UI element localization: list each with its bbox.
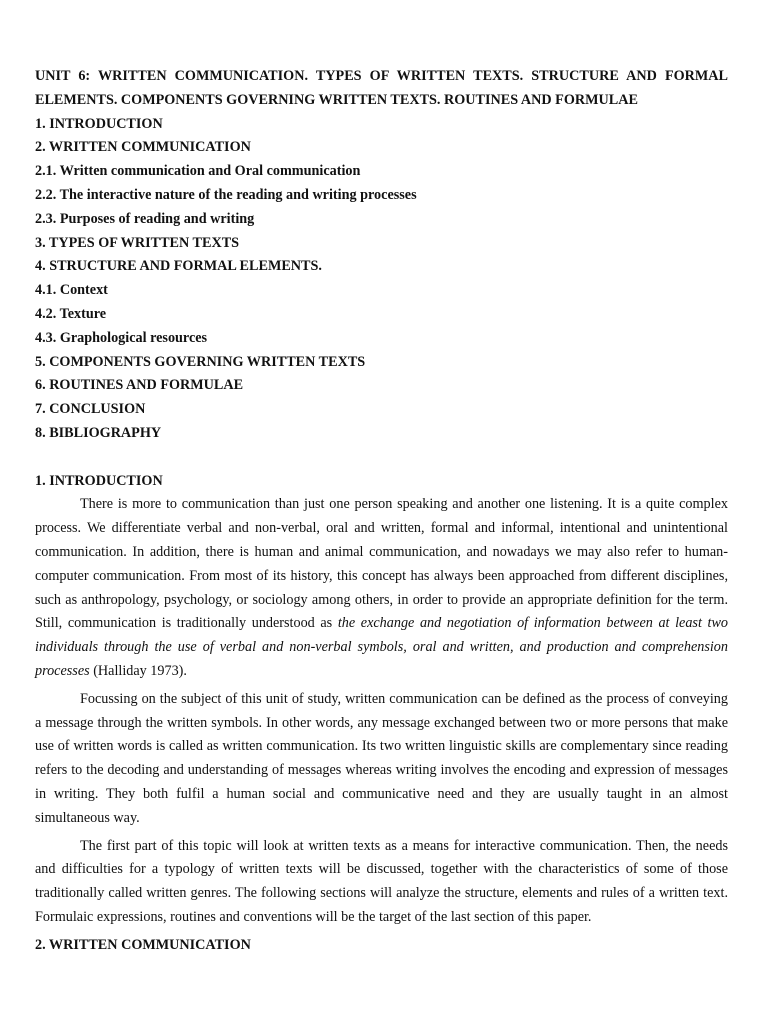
toc-item: 2.1. Written communication and Oral communication: [35, 163, 361, 180]
toc-item: 2.3. Purposes of reading and writing: [35, 210, 255, 227]
toc-item: 2.2. The interactive nature of the reading and writing processes: [35, 186, 417, 203]
document-page: [35, 65, 728, 957]
toc-item: 8. BIBLIOGRAPHY: [35, 424, 162, 441]
table-of-contents: [35, 113, 728, 446]
paragraph-1-citation: (Halliday 1973).: [89, 662, 187, 679]
toc-item: 4.2. Texture: [35, 305, 107, 322]
document-title: UNIT 6: WRITTEN COMMUNICATION. TYPES OF WRITTEN TEXTS. STRUCTURE AND FORMAL ELEMENTS. COMPONENTS GOVERNING WRITTEN TEXTS. ROUTINES AND FORMULAE: [35, 68, 728, 108]
toc-item: 1. INTRODUCTION: [35, 115, 163, 132]
spacer: [35, 446, 728, 470]
paragraph-1-text: There is more to communication than just one person speaking and another one listening. It is a quite complex process. We differentiate verbal and non-verbal, oral and written, formal and informal, intentional and unintentional communication. In addition, there is human and animal communication, and nowadays we may also refer to human-computer communication. From most of its history, this concept has always been approached from different disciplines, such as anthropology, psychology, or sociology among others, in order to provide an appropriate definition for the term. Still, communication is traditionally understood as: [35, 496, 728, 632]
section-heading-written-communication: 2. WRITTEN COMMUNICATION: [35, 936, 251, 953]
toc-item: 3. TYPES OF WRITTEN TEXTS: [35, 234, 240, 251]
section-heading-introduction: 1. INTRODUCTION: [35, 472, 163, 489]
toc-item: 4.3. Graphological resources: [35, 329, 208, 346]
toc-item: 7. CONCLUSION: [35, 401, 146, 418]
paragraph-1: [35, 493, 728, 683]
paragraph-1-italic-definition: the exchange and negotiation of information between at least two individuals through the use of verbal and non-verbal symbols, oral and written, and production and comprehension processes: [35, 615, 729, 679]
toc-item: 4. STRUCTURE AND FORMAL ELEMENTS.: [35, 258, 322, 275]
toc-item: 6. ROUTINES AND FORMULAE: [35, 377, 244, 394]
toc-item: 4.1. Context: [35, 282, 108, 299]
paragraph-3: The first part of this topic will look at written texts as a means for interactive communication. Then, the needs and difficulties for a typology of written texts will be discussed, together with the characteristics of some of those traditionally called written genres. The following sections will analyze the structure, elements and rules of a written text. Formulaic expressions, routines and conventions will be the target of the last section of this paper.: [35, 837, 728, 925]
toc-item: 2. WRITTEN COMMUNICATION: [35, 139, 251, 156]
paragraph-2: Focussing on the subject of this unit of study, written communication can be defined as the process of conveying a message through the written symbols. In other words, any message exchanged between two or more persons that make use of written words is called as written communication. Its two written linguistic skills are complementary since reading refers to the decoding and understanding of messages whereas writing involves the encoding and expression of messages in writing. They both fulfil a human social and communicative need and they are usually taught in an almost simultaneous way.: [35, 690, 728, 826]
toc-item: 5. COMPONENTS GOVERNING WRITTEN TEXTS: [35, 353, 366, 370]
